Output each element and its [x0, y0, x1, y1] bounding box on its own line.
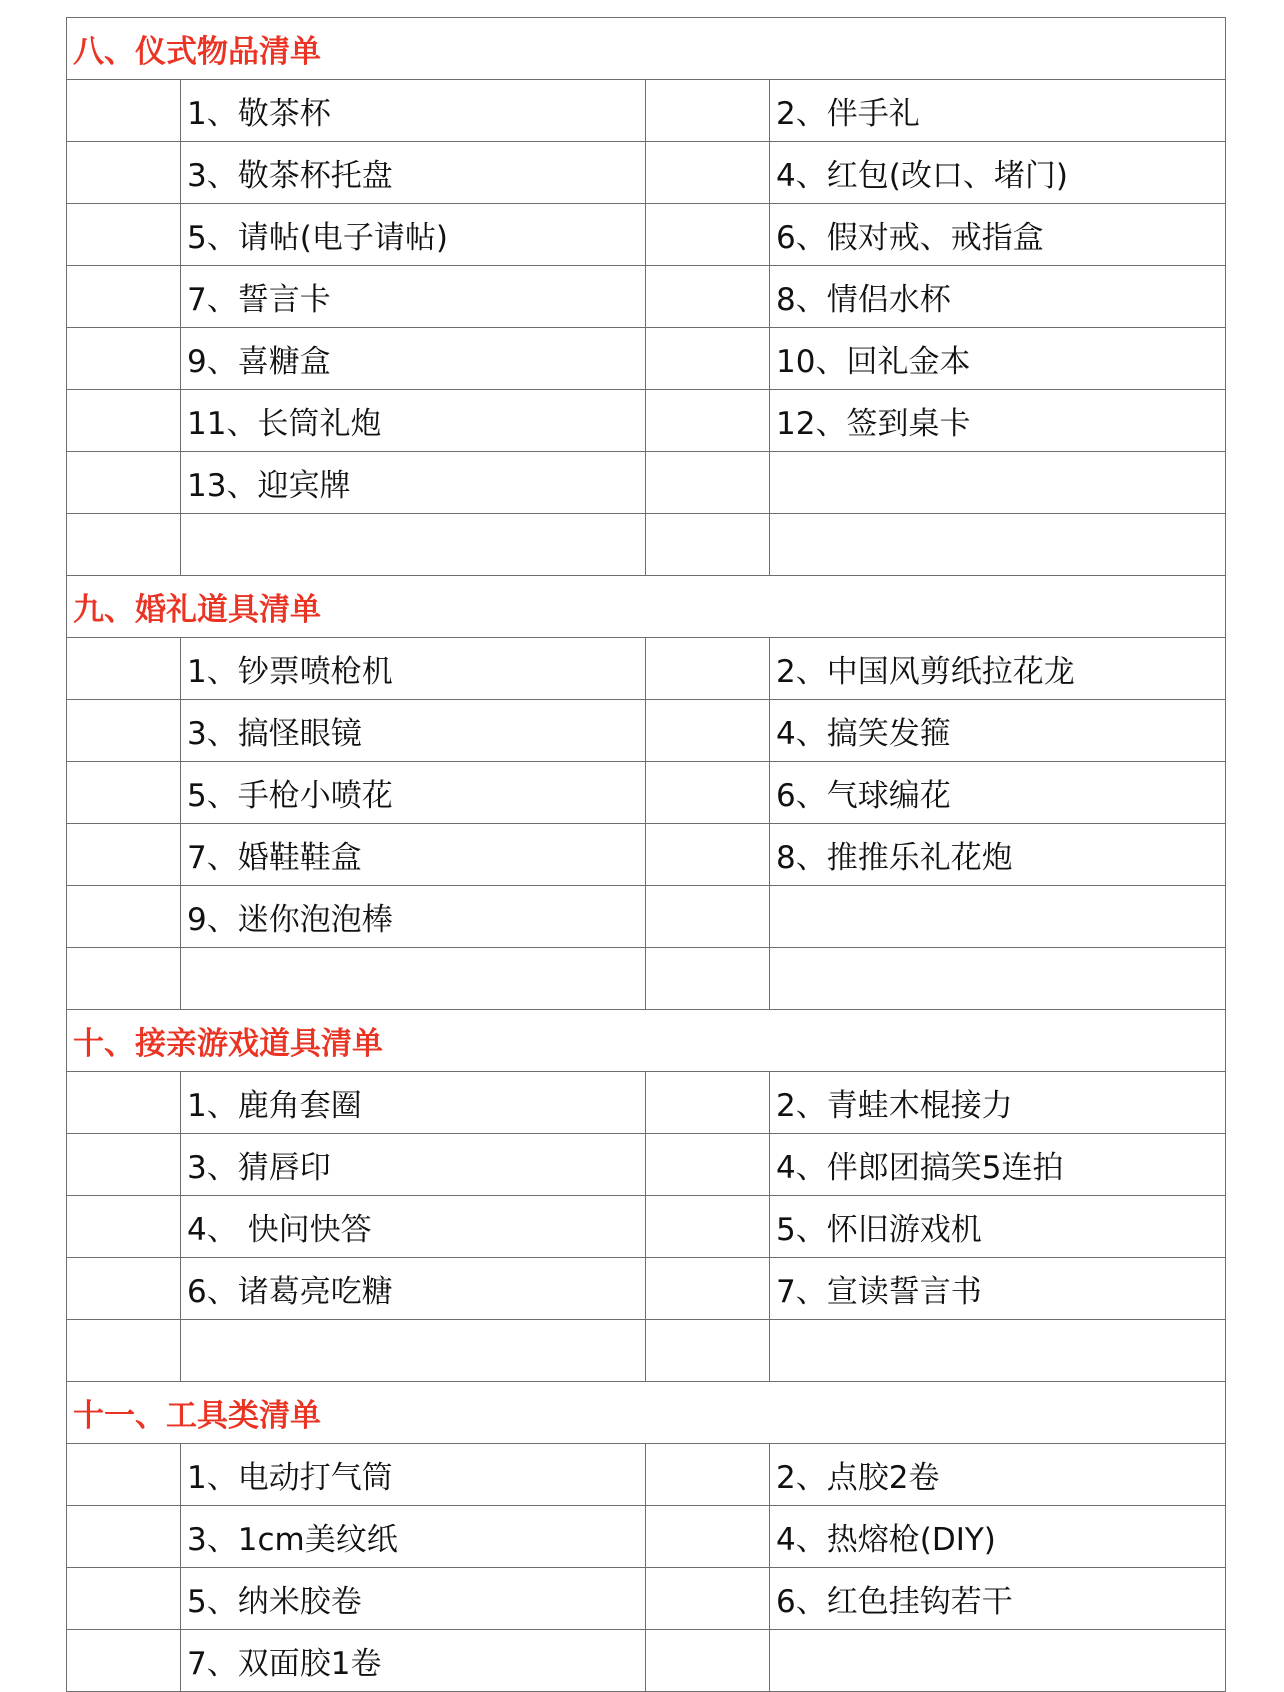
- table-row: [67, 638, 1226, 700]
- item-cell-right: 8、推推乐礼花炮: [770, 824, 1226, 886]
- table-row: [67, 1444, 1226, 1506]
- table-row: [67, 80, 1226, 142]
- table-row: [67, 328, 1226, 390]
- table-row: [67, 824, 1226, 886]
- table-row: [67, 142, 1226, 204]
- item-cell-right: 4、热熔枪(DIY): [770, 1506, 1226, 1568]
- blank-cell: [67, 328, 181, 390]
- blank-cell: [67, 700, 181, 762]
- blank-cell: [646, 638, 770, 700]
- item-cell-left: [181, 1320, 646, 1382]
- blank-cell: [646, 1320, 770, 1382]
- table-row: [67, 948, 1226, 1010]
- blank-cell: [646, 700, 770, 762]
- item-cell-right: [770, 1320, 1226, 1382]
- table-row: [67, 1506, 1226, 1568]
- blank-cell: [646, 948, 770, 1010]
- item-cell-right: [770, 514, 1226, 576]
- blank-cell: [67, 1630, 181, 1692]
- table-row: [67, 762, 1226, 824]
- blank-cell: [646, 1568, 770, 1630]
- checklist-body: [67, 18, 1226, 1692]
- item-cell-right: 6、假对戒、戒指盒: [770, 204, 1226, 266]
- item-cell-left: 5、请帖(电子请帖): [181, 204, 646, 266]
- table-row: [67, 1258, 1226, 1320]
- blank-cell: [646, 1258, 770, 1320]
- blank-cell: [67, 1196, 181, 1258]
- blank-cell: [646, 1196, 770, 1258]
- blank-cell: [646, 142, 770, 204]
- item-cell-left: 7、双面胶1卷: [181, 1630, 646, 1692]
- item-cell-right: 6、红色挂钩若干: [770, 1568, 1226, 1630]
- item-cell-right: [770, 452, 1226, 514]
- item-cell-left: 9、喜糖盒: [181, 328, 646, 390]
- item-cell-left: 9、迷你泡泡棒: [181, 886, 646, 948]
- blank-cell: [646, 1506, 770, 1568]
- item-cell-left: 3、1cm美纹纸: [181, 1506, 646, 1568]
- table-row: [67, 266, 1226, 328]
- item-cell-left: [181, 514, 646, 576]
- blank-cell: [67, 1506, 181, 1568]
- item-cell-left: [181, 948, 646, 1010]
- section-title: 九、婚礼道具清单: [67, 576, 1226, 638]
- item-cell-right: 4、伴郎团搞笑5连拍: [770, 1134, 1226, 1196]
- item-cell-left: 3、搞怪眼镜: [181, 700, 646, 762]
- blank-cell: [646, 1444, 770, 1506]
- blank-cell: [646, 1630, 770, 1692]
- blank-cell: [67, 948, 181, 1010]
- item-cell-right: 8、情侣水杯: [770, 266, 1226, 328]
- table-row: [67, 1072, 1226, 1134]
- item-cell-left: 3、敬茶杯托盘: [181, 142, 646, 204]
- item-cell-left: 5、手枪小喷花: [181, 762, 646, 824]
- item-cell-right: 4、搞笑发箍: [770, 700, 1226, 762]
- item-cell-left: 4、 快问快答: [181, 1196, 646, 1258]
- item-cell-left: 13、迎宾牌: [181, 452, 646, 514]
- item-cell-left: 1、敬茶杯: [181, 80, 646, 142]
- item-cell-right: 2、青蛙木棍接力: [770, 1072, 1226, 1134]
- table-row: [67, 1320, 1226, 1382]
- section-header-row: [67, 1382, 1226, 1444]
- item-cell-right: [770, 886, 1226, 948]
- blank-cell: [67, 638, 181, 700]
- section-title: 八、仪式物品清单: [67, 18, 1226, 80]
- section-header-row: [67, 1010, 1226, 1072]
- blank-cell: [646, 1134, 770, 1196]
- checklist-table: [66, 17, 1226, 1692]
- blank-cell: [67, 1134, 181, 1196]
- item-cell-right: 2、点胶2卷: [770, 1444, 1226, 1506]
- blank-cell: [67, 1072, 181, 1134]
- blank-cell: [646, 390, 770, 452]
- table-row: [67, 452, 1226, 514]
- blank-cell: [67, 514, 181, 576]
- item-cell-right: 2、伴手礼: [770, 80, 1226, 142]
- blank-cell: [67, 1320, 181, 1382]
- item-cell-left: 1、鹿角套圈: [181, 1072, 646, 1134]
- section-header-row: [67, 576, 1226, 638]
- item-cell-right: 10、回礼金本: [770, 328, 1226, 390]
- item-cell-right: 12、签到桌卡: [770, 390, 1226, 452]
- item-cell-left: 7、誓言卡: [181, 266, 646, 328]
- section-title: 十一、工具类清单: [67, 1382, 1226, 1444]
- blank-cell: [67, 204, 181, 266]
- item-cell-right: [770, 948, 1226, 1010]
- table-row: [67, 1568, 1226, 1630]
- blank-cell: [67, 266, 181, 328]
- blank-cell: [67, 762, 181, 824]
- blank-cell: [67, 452, 181, 514]
- blank-cell: [646, 80, 770, 142]
- blank-cell: [67, 886, 181, 948]
- item-cell-left: 6、诸葛亮吃糖: [181, 1258, 646, 1320]
- table-row: [67, 390, 1226, 452]
- blank-cell: [646, 824, 770, 886]
- table-row: [67, 204, 1226, 266]
- item-cell-right: [770, 1630, 1226, 1692]
- blank-cell: [67, 1444, 181, 1506]
- blank-cell: [67, 80, 181, 142]
- table-row: [67, 1134, 1226, 1196]
- blank-cell: [646, 204, 770, 266]
- item-cell-left: 3、猜唇印: [181, 1134, 646, 1196]
- blank-cell: [646, 266, 770, 328]
- blank-cell: [67, 824, 181, 886]
- item-cell-right: 5、怀旧游戏机: [770, 1196, 1226, 1258]
- table-row: [67, 700, 1226, 762]
- item-cell-right: 2、中国风剪纸拉花龙: [770, 638, 1226, 700]
- blank-cell: [67, 1258, 181, 1320]
- table-row: [67, 514, 1226, 576]
- table-row: [67, 1196, 1226, 1258]
- item-cell-left: 11、长筒礼炮: [181, 390, 646, 452]
- blank-cell: [646, 452, 770, 514]
- blank-cell: [646, 762, 770, 824]
- item-cell-right: 7、宣读誓言书: [770, 1258, 1226, 1320]
- item-cell-left: 1、电动打气筒: [181, 1444, 646, 1506]
- blank-cell: [646, 886, 770, 948]
- item-cell-left: 5、纳米胶卷: [181, 1568, 646, 1630]
- blank-cell: [646, 328, 770, 390]
- table-row: [67, 886, 1226, 948]
- item-cell-right: 4、红包(改口、堵门): [770, 142, 1226, 204]
- item-cell-left: 7、婚鞋鞋盒: [181, 824, 646, 886]
- blank-cell: [67, 390, 181, 452]
- section-title: 十、接亲游戏道具清单: [67, 1010, 1226, 1072]
- blank-cell: [67, 142, 181, 204]
- blank-cell: [646, 1072, 770, 1134]
- blank-cell: [646, 514, 770, 576]
- item-cell-right: 6、气球编花: [770, 762, 1226, 824]
- section-header-row: [67, 18, 1226, 80]
- blank-cell: [67, 1568, 181, 1630]
- item-cell-left: 1、钞票喷枪机: [181, 638, 646, 700]
- table-row: [67, 1630, 1226, 1692]
